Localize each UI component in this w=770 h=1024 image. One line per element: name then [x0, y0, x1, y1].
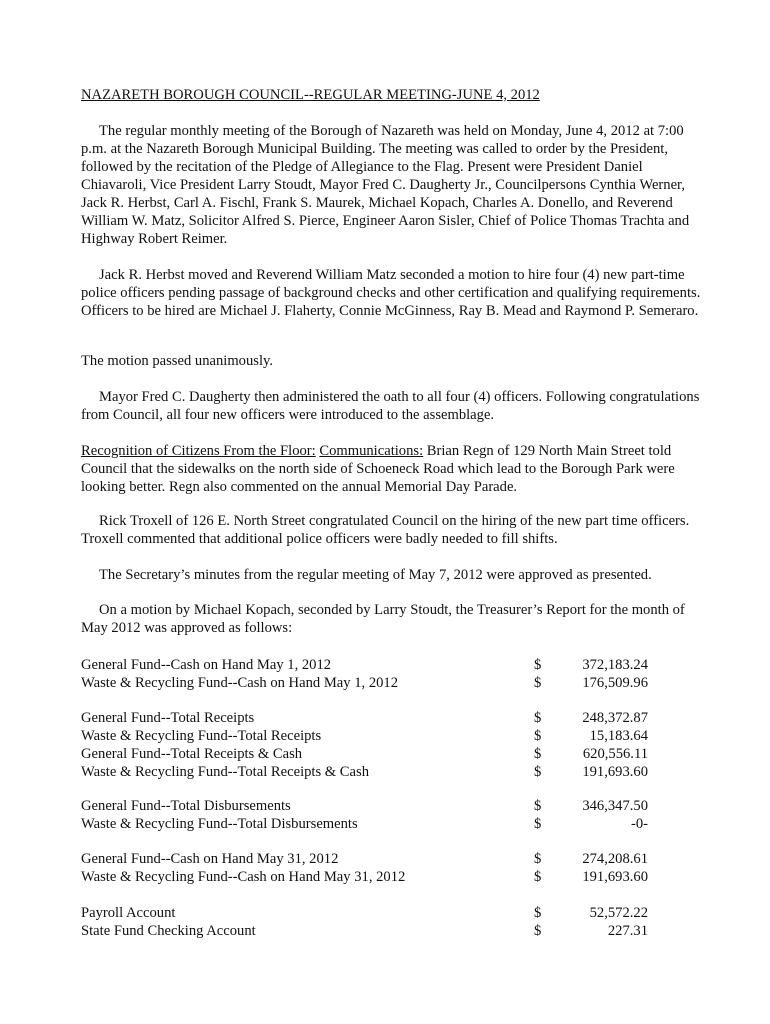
paragraph-attendance: The regular monthly meeting of the Borough of Nazareth was held on Monday, June 4, 2012 at 7:00 p.m. at the Nazareth Borough Municipal Building. The meeting was called to order by the President, followed by the recitation of the Pledge of Allegiance to the Flag. Present were President Daniel Chiavaroli, Vice President Larry Stoudt, Mayor Fred C. Daugherty Jr., Councilpersons Cynthia Werner, Jack R. Herbst, Carl A. Fischl, Frank S. Maurek, Michael Kopach, Charles A. Donello, and Reverend William W. Matz, Solicitor Alfred S. Pierce, Engineer Aaron Sisler, Chief of Police Thomas Trachta and Highway Robert Reimer. [81, 123, 690, 247]
report-label: State Fund Checking Account [81, 923, 256, 939]
report-group-cash-may1 [81, 656, 681, 692]
report-amount: 176,509.96 [582, 675, 648, 691]
report-label: General Fund--Total Disbursements [81, 798, 291, 814]
report-group-disbursements [81, 797, 681, 833]
currency-symbol: $ [534, 675, 542, 691]
report-amount: 191,693.60 [582, 764, 648, 780]
report-row [81, 727, 681, 745]
report-row [81, 709, 681, 727]
meeting-title: NAZARETH BOROUGH COUNCIL--REGULAR MEETING-JUNE 4, 2012 [81, 87, 540, 103]
report-label: Payroll Account [81, 905, 176, 921]
paragraph-motion-passed: The motion passed unanimously. [81, 353, 273, 369]
currency-symbol: $ [534, 657, 542, 673]
currency-symbol: $ [534, 746, 542, 762]
currency-symbol: $ [534, 816, 542, 832]
report-row [81, 815, 681, 833]
currency-symbol: $ [534, 869, 542, 885]
currency-symbol: $ [534, 764, 542, 780]
report-amount: -0- [630, 816, 648, 832]
report-group-cash-may31 [81, 850, 681, 886]
report-amount: 15,183.64 [589, 728, 648, 744]
report-row [81, 850, 681, 868]
paragraph-hiring-motion: Jack R. Herbst moved and Reverend William Matz seconded a motion to hire four (4) new part-time police officers pending passage of background checks and other certification and qualifying requirements. Officers to be hired are Michael J. Flaherty, Connie McGinness, Ray B. Mead and Raymond P. Semeraro. [81, 267, 701, 319]
report-label: General Fund--Cash on Hand May 31, 2012 [81, 851, 339, 867]
paragraph-oath: Mayor Fred C. Daugherty then administered the oath to all four (4) officers. Following congratulations from Council, all four new officers were introduced to the assemblage. [81, 389, 700, 423]
report-row [81, 797, 681, 815]
currency-symbol: $ [534, 728, 542, 744]
report-amount: 346,347.50 [582, 798, 648, 814]
report-amount: 372,183.24 [582, 657, 648, 673]
paragraph-treasurer-motion: On a motion by Michael Kopach, seconded by Larry Stoudt, the Treasurer’s Report for the month of May 2012 was approved as follows: [81, 602, 685, 636]
report-row [81, 745, 681, 763]
report-row [81, 763, 681, 781]
report-row [81, 868, 681, 886]
report-amount: 620,556.11 [582, 746, 648, 762]
section-heading-citizens: Recognition of Citizens From the Floor: [81, 443, 316, 459]
report-label: Waste & Recycling Fund--Total Receipts & Cash [81, 764, 369, 780]
currency-symbol: $ [534, 923, 542, 939]
report-row [81, 656, 681, 674]
paragraph-minutes: The Secretary’s minutes from the regular meeting of May 7, 2012 were approved as presented. [99, 567, 652, 583]
report-row [81, 922, 681, 940]
currency-symbol: $ [534, 905, 542, 921]
paragraph-citizens [81, 442, 701, 496]
report-amount: 52,572.22 [589, 905, 648, 921]
report-label: General Fund--Total Receipts & Cash [81, 746, 303, 762]
report-group-receipts [81, 709, 681, 781]
report-row [81, 674, 681, 692]
currency-symbol: $ [534, 710, 542, 726]
report-label: General Fund--Total Receipts [81, 710, 255, 726]
report-amount: 191,693.60 [582, 869, 648, 885]
paragraph-troxell: Rick Troxell of 126 E. North Street congratulated Council on the hiring of the new part time officers. Troxell commented that additional police officers were badly needed to fill shifts. [81, 513, 690, 547]
report-label: Waste & Recycling Fund--Total Receipts [81, 728, 322, 744]
report-amount: 248,372.87 [582, 710, 648, 726]
report-row [81, 904, 681, 922]
section-heading-communications: Communications: [319, 443, 424, 459]
report-label: Waste & Recycling Fund--Cash on Hand May 31, 2012 [81, 869, 406, 885]
report-amount: 274,208.61 [582, 851, 648, 867]
report-label: Waste & Recycling Fund--Cash on Hand May 1, 2012 [81, 675, 399, 691]
citizens-text: Brian Regn of 129 North Main Street told Council that the sidewalks on the north side of Schoeneck Road which lead to the Borough Park were looking better. Regn also commented on the annual Memorial Day Parade. [81, 443, 675, 495]
report-group-accounts [81, 904, 681, 940]
report-amount: 227.31 [607, 923, 648, 939]
report-label: Waste & Recycling Fund--Total Disbursements [81, 816, 358, 832]
currency-symbol: $ [534, 851, 542, 867]
report-label: General Fund--Cash on Hand May 1, 2012 [81, 657, 332, 673]
currency-symbol: $ [534, 798, 542, 814]
